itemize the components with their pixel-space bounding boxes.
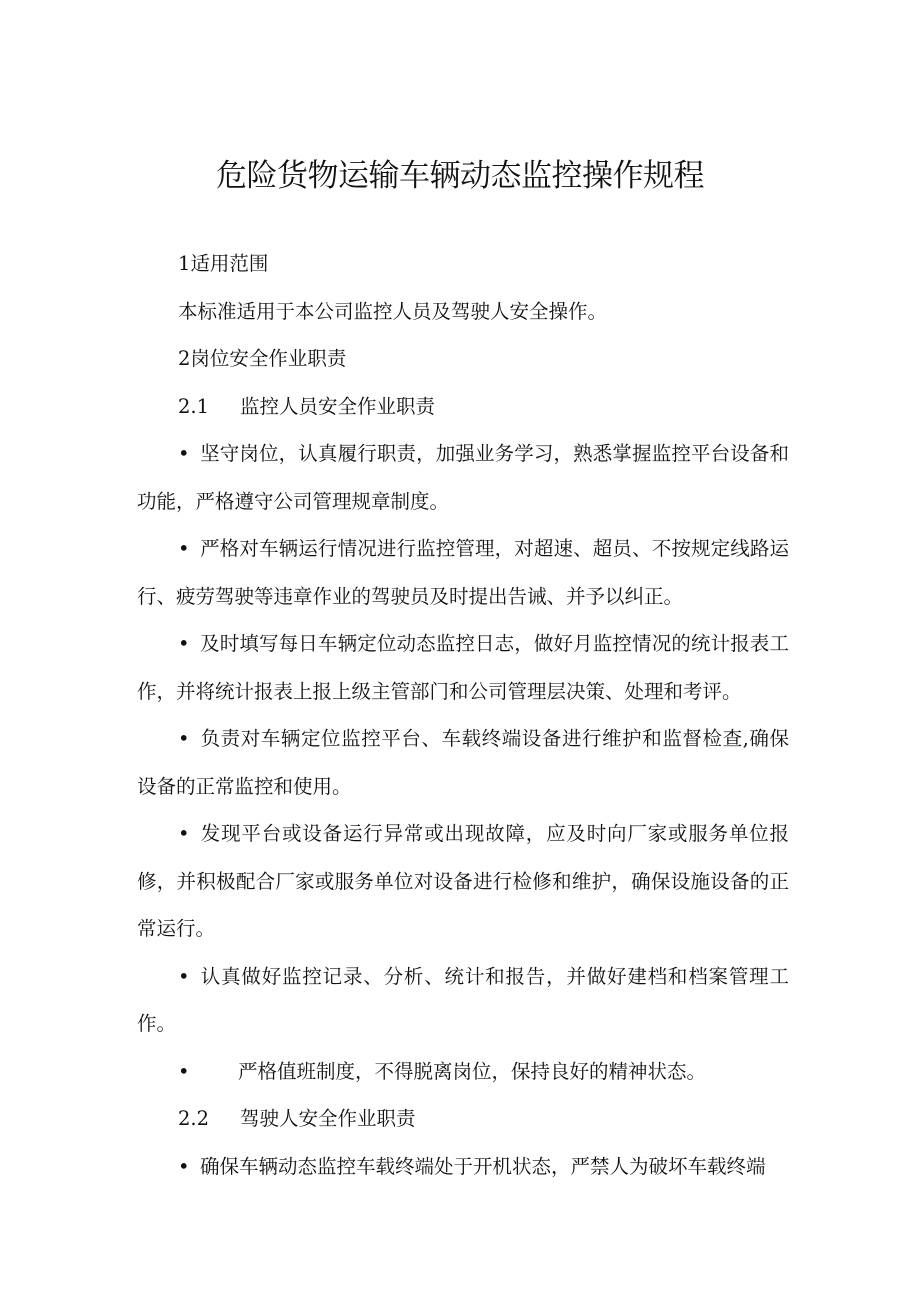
section-heading-scope: 1适用范围 <box>178 252 269 275</box>
list-item <box>137 953 789 1048</box>
bullet-icon: • <box>178 537 190 560</box>
bullet-icon: • <box>178 822 190 845</box>
subsection-number: 2.2 <box>178 1107 210 1130</box>
list-item-text: 严格对车辆运行情况进行监控管理，对超速、超员、不按规定线路运行、疲劳驾驶等违章作业的驾驶员及时提出告诫、并予以纠正。 <box>137 537 789 608</box>
list-item-text: 负责对车辆定位监控平台、车载终端设备进行维护和监督检查,确保设备的正常监控和使用。 <box>137 727 789 798</box>
list-item <box>137 1143 789 1191</box>
list-item-text: 及时填写每日车辆定位动态监控日志，做好月监控情况的统计报表工作，并将统计报表上报上级主管部门和公司管理层决策、处理和考评。 <box>137 632 789 703</box>
list-item <box>137 715 789 810</box>
list-item-text: 确保车辆动态监控车载终端处于开机状态，严禁人为破坏车载终端 <box>200 1154 766 1178</box>
list-item-text: 严格值班制度，不得脱离岗位，保持良好的精神状态。 <box>238 1059 707 1083</box>
subsection-number: 2.1 <box>178 394 210 418</box>
section-heading-duties: 2岗位安全作业职责 <box>178 347 347 370</box>
bullet-icon: • <box>178 964 190 988</box>
document-body <box>137 240 789 1190</box>
list-item <box>137 620 789 715</box>
bullet-icon: • <box>178 632 190 655</box>
subsection-title: 驾驶人安全作业职责 <box>240 1107 416 1130</box>
list-item <box>137 1048 789 1096</box>
list-item-text: 发现平台或设备运行异常或出现故障，应及时向厂家或服务单位报修，并积极配合厂家或服务单位对设备进行检修和维护，确保设施设备的正常运行。 <box>137 822 789 940</box>
list-item <box>137 525 789 620</box>
subsection-heading-monitor <box>137 383 789 431</box>
bullet-icon: • <box>178 1154 190 1178</box>
subsection-title: 监控人员安全作业职责 <box>240 394 436 418</box>
list-item <box>137 810 789 953</box>
bullet-icon: • <box>178 442 190 465</box>
scope-paragraph: 本标准适用于本公司监控人员及驾驶人安全操作。 <box>178 299 608 323</box>
document-title: 危险货物运输车辆动态监控操作规程 <box>216 158 704 194</box>
subsection-heading-driver <box>137 1095 789 1143</box>
list-item-text: 坚守岗位，认真履行职责，加强业务学习，熟悉掌握监控平台设备和功能，严格遵守公司管理规章制度。 <box>137 442 789 513</box>
bullet-icon: • <box>178 727 190 750</box>
list-item <box>137 430 789 525</box>
list-item-text: 认真做好监控记录、分析、统计和报告，并做好建档和档案管理工作。 <box>137 964 789 1035</box>
bullet-icon: • <box>178 1059 190 1083</box>
